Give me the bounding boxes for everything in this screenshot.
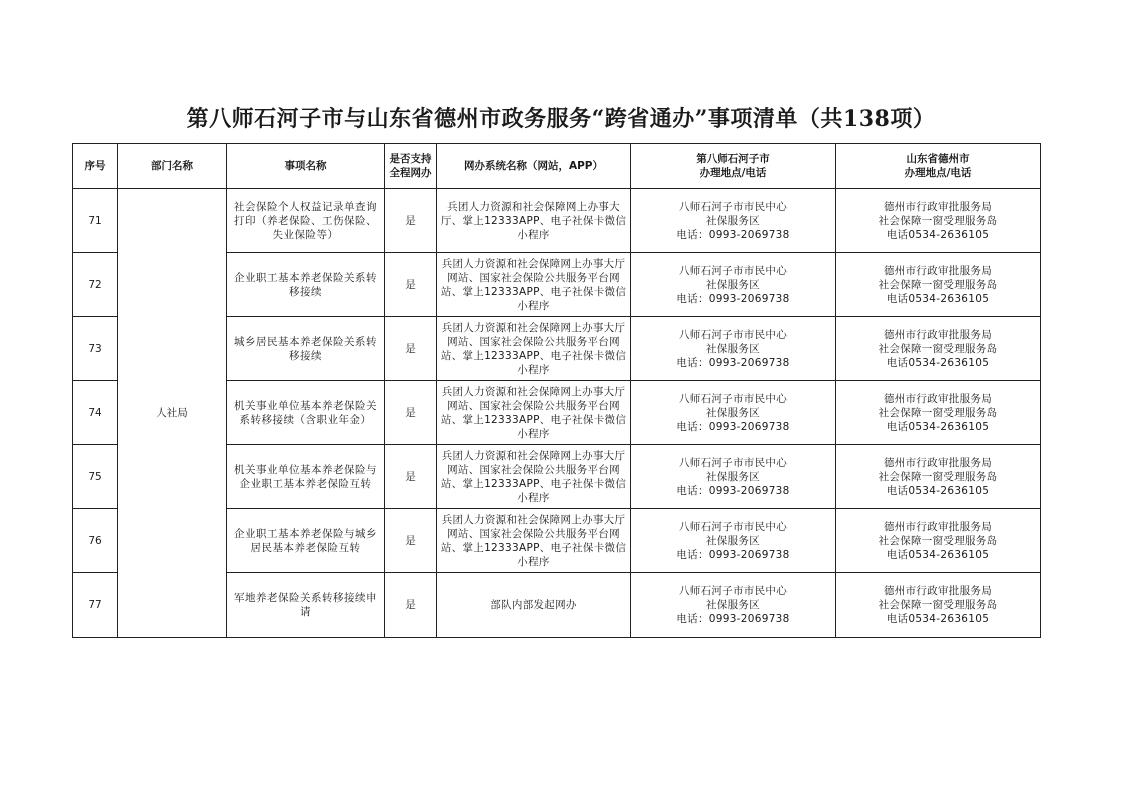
row-seq: 73 (73, 317, 118, 381)
row-seq: 77 (73, 573, 118, 638)
row-online-system: 部队内部发起网办 (437, 573, 631, 638)
row-online-support: 是 (385, 509, 437, 573)
row-online-system: 兵团人力资源和社会保障网上办事大厅网站、国家社会保险公共服务平台网站、掌上12333APP、电子社保卡微信小程序 (437, 317, 631, 381)
row-dezhou-location: 德州市行政审批服务局 社会保障一窗受理服务岛 电话0534-2636105 (836, 509, 1041, 573)
row-dezhou-location: 德州市行政审批服务局 社会保障一窗受理服务岛 电话0534-2636105 (836, 189, 1041, 253)
document-title: 第八师石河子市与山东省德州市政务服务“跨省通办”事项清单（共138项） (186, 106, 936, 132)
row-dezhou-location: 德州市行政审批服务局 社会保障一窗受理服务岛 电话0534-2636105 (836, 445, 1041, 509)
row-dezhou-location: 德州市行政审批服务局 社会保障一窗受理服务岛 电话0534-2636105 (836, 317, 1041, 381)
header-online-system: 网办系统名称（网站，APP） (437, 144, 631, 189)
row-item-name: 企业职工基本养老保险与城乡居民基本养老保险互转 (227, 509, 385, 573)
table-row (73, 189, 1041, 253)
row-seq: 71 (73, 189, 118, 253)
department-name: 人社局 (118, 189, 227, 638)
row-item-name: 社会保险个人权益记录单查询打印（养老保险、工伤保险、失业保险等） (227, 189, 385, 253)
header-seq: 序号 (73, 144, 118, 189)
row-online-support: 是 (385, 317, 437, 381)
row-seq: 74 (73, 381, 118, 445)
row-seq: 76 (73, 509, 118, 573)
row-item-name: 机关事业单位基本养老保险关系转移接续（含职业年金） (227, 381, 385, 445)
table-header-row (73, 144, 1041, 189)
row-shihezi-location: 八师石河子市市民中心 社保服务区 电话：0993-2069738 (631, 509, 836, 573)
row-shihezi-location: 八师石河子市市民中心 社保服务区 电话：0993-2069738 (631, 189, 836, 253)
row-online-system: 兵团人力资源和社会保障网上办事大厅网站、国家社会保险公共服务平台网站、掌上12333APP、电子社保卡微信小程序 (437, 509, 631, 573)
row-online-support: 是 (385, 381, 437, 445)
row-item-name: 城乡居民基本养老保险关系转移接续 (227, 317, 385, 381)
row-online-system: 兵团人力资源和社会保障网上办事大厅、掌上12333APP、电子社保卡微信小程序 (437, 189, 631, 253)
row-shihezi-location: 八师石河子市市民中心 社保服务区 电话：0993-2069738 (631, 381, 836, 445)
row-shihezi-location: 八师石河子市市民中心 社保服务区 电话：0993-2069738 (631, 253, 836, 317)
row-online-support: 是 (385, 445, 437, 509)
service-list-table (72, 143, 1041, 638)
row-item-name: 军地养老保险关系转移接续申请 (227, 573, 385, 638)
row-online-support: 是 (385, 573, 437, 638)
row-dezhou-location: 德州市行政审批服务局 社会保障一窗受理服务岛 电话0534-2636105 (836, 573, 1041, 638)
row-dezhou-location: 德州市行政审批服务局 社会保障一窗受理服务岛 电话0534-2636105 (836, 381, 1041, 445)
header-shihezi-location: 第八师石河子市 办理地点/电话 (631, 144, 836, 189)
row-online-system: 兵团人力资源和社会保障网上办事大厅网站、国家社会保险公共服务平台网站、掌上12333APP、电子社保卡微信小程序 (437, 381, 631, 445)
header-item-name: 事项名称 (227, 144, 385, 189)
row-online-system: 兵团人力资源和社会保障网上办事大厅网站、国家社会保险公共服务平台网站、掌上12333APP、电子社保卡微信小程序 (437, 445, 631, 509)
row-online-support: 是 (385, 253, 437, 317)
row-shihezi-location: 八师石河子市市民中心 社保服务区 电话：0993-2069738 (631, 573, 836, 638)
row-seq: 72 (73, 253, 118, 317)
row-online-support: 是 (385, 189, 437, 253)
header-department: 部门名称 (118, 144, 227, 189)
row-online-system: 兵团人力资源和社会保障网上办事大厅网站、国家社会保险公共服务平台网站、掌上12333APP、电子社保卡微信小程序 (437, 253, 631, 317)
header-online-support: 是否支持 全程网办 (385, 144, 437, 189)
row-shihezi-location: 八师石河子市市民中心 社保服务区 电话：0993-2069738 (631, 445, 836, 509)
row-seq: 75 (73, 445, 118, 509)
row-shihezi-location: 八师石河子市市民中心 社保服务区 电话：0993-2069738 (631, 317, 836, 381)
row-dezhou-location: 德州市行政审批服务局 社会保障一窗受理服务岛 电话0534-2636105 (836, 253, 1041, 317)
header-dezhou-location: 山东省德州市 办理地点/电话 (836, 144, 1041, 189)
row-item-name: 企业职工基本养老保险关系转移接续 (227, 253, 385, 317)
row-item-name: 机关事业单位基本养老保险与企业职工基本养老保险互转 (227, 445, 385, 509)
